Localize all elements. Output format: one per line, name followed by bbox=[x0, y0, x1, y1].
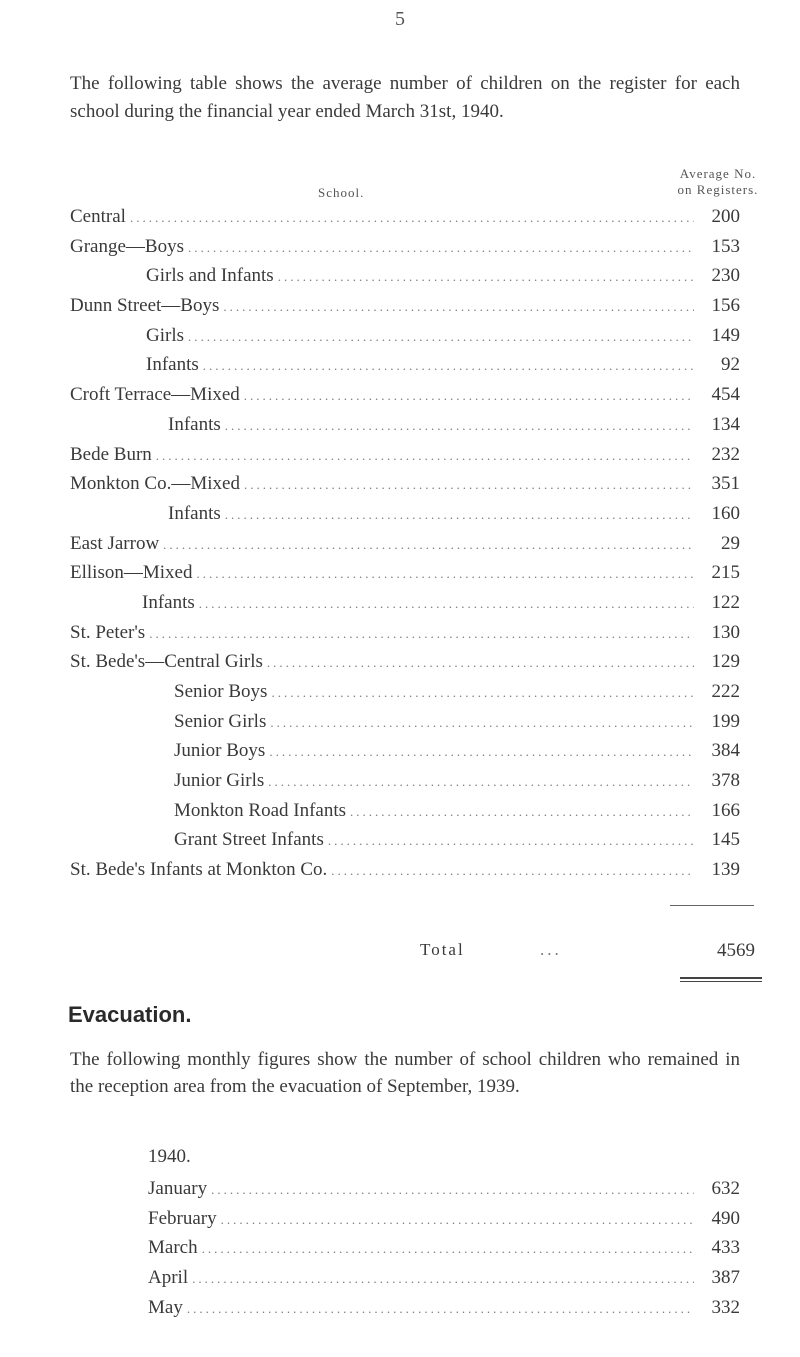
leader-dots bbox=[225, 411, 694, 441]
school-register-table bbox=[70, 202, 740, 885]
table-row bbox=[70, 825, 740, 855]
table-row bbox=[70, 410, 740, 440]
row-value: 156 bbox=[711, 295, 740, 317]
row-value: 351 bbox=[711, 473, 740, 495]
leader-dots bbox=[223, 292, 694, 322]
evacuation-year: 1940. bbox=[148, 1146, 191, 1167]
column-header-school: School. bbox=[318, 185, 365, 200]
intro-paragraph: The following table shows the average number of children on the register for each school during the financial year ended March 31st, 1940. bbox=[70, 73, 740, 122]
table-row bbox=[70, 766, 740, 796]
row-value: 222 bbox=[711, 681, 740, 702]
row-label: Infants bbox=[168, 413, 221, 435]
leader-dots bbox=[156, 441, 694, 471]
row-value: 92 bbox=[721, 354, 740, 376]
row-value: 384 bbox=[711, 740, 740, 762]
row-label: Junior Boys bbox=[174, 740, 266, 762]
row-label: East Jarrow bbox=[70, 532, 160, 554]
row-label: Monkton Road Infants bbox=[174, 799, 347, 821]
row-label: Infants bbox=[146, 354, 199, 376]
row-label: Infants bbox=[142, 591, 195, 613]
row-value: 166 bbox=[711, 799, 740, 821]
row-value: 200 bbox=[711, 206, 740, 227]
row-value: 160 bbox=[711, 502, 740, 524]
leader-dots bbox=[130, 203, 694, 233]
row-value: 130 bbox=[711, 621, 740, 643]
row-value: 145 bbox=[711, 829, 740, 851]
row-label: Central bbox=[70, 206, 126, 227]
row-value: 149 bbox=[711, 324, 740, 346]
column-header-average-line1: Average No. bbox=[679, 166, 757, 181]
leader-dots bbox=[188, 322, 694, 352]
evacuation-months-table bbox=[148, 1174, 740, 1322]
table-row bbox=[70, 796, 740, 826]
row-label: Grange—Boys bbox=[70, 235, 184, 257]
leader-dots bbox=[350, 797, 694, 827]
leader-dots bbox=[271, 678, 694, 708]
leader-dots bbox=[187, 1294, 694, 1324]
row-label: St. Peter's bbox=[70, 621, 146, 643]
leader-dots bbox=[203, 351, 694, 381]
table-row bbox=[70, 232, 740, 262]
table-row bbox=[70, 529, 740, 559]
row-value: 632 bbox=[711, 1178, 740, 1199]
row-label: April bbox=[148, 1267, 189, 1289]
table-row bbox=[70, 202, 740, 232]
row-label: St. Bede's Infants at Monkton Co. bbox=[70, 859, 328, 881]
row-label: St. Bede's—Central Girls bbox=[70, 651, 263, 673]
total-label: Total bbox=[420, 940, 465, 959]
row-label: Senior Boys bbox=[174, 681, 268, 702]
table-row bbox=[148, 1204, 740, 1234]
leader-dots bbox=[192, 1264, 694, 1294]
leader-dots bbox=[244, 470, 694, 500]
table-row bbox=[148, 1174, 740, 1204]
leader-dots bbox=[225, 500, 694, 530]
table-row bbox=[70, 380, 740, 410]
row-label: Infants bbox=[168, 502, 221, 524]
row-label: Ellison—Mixed bbox=[70, 562, 193, 584]
leader-dots bbox=[199, 589, 694, 619]
row-label: Senior Girls bbox=[174, 710, 267, 732]
leader-dots bbox=[331, 856, 694, 886]
leader-dots bbox=[244, 381, 694, 411]
column-header-average bbox=[674, 166, 762, 198]
row-label: February bbox=[148, 1207, 217, 1229]
leader-dots bbox=[267, 648, 694, 678]
row-label: January bbox=[148, 1178, 208, 1199]
total-dots: ... bbox=[540, 940, 562, 959]
row-label: March bbox=[148, 1237, 198, 1259]
leader-dots bbox=[149, 619, 694, 649]
row-value: 122 bbox=[711, 591, 740, 613]
leader-dots bbox=[188, 233, 694, 263]
table-row bbox=[70, 588, 740, 618]
total-value: 4569 bbox=[717, 940, 755, 961]
row-label: Grant Street Infants bbox=[174, 829, 324, 851]
column-header-average-line2: on Registers. bbox=[677, 182, 759, 197]
row-value: 29 bbox=[721, 532, 740, 554]
table-row bbox=[148, 1233, 740, 1263]
page-number: 5 bbox=[395, 8, 405, 30]
table-row bbox=[70, 677, 740, 707]
row-value: 490 bbox=[711, 1207, 740, 1229]
row-label: Girls and Infants bbox=[146, 265, 274, 287]
row-label: Croft Terrace—Mixed bbox=[70, 384, 240, 406]
row-value: 230 bbox=[711, 265, 740, 287]
table-row bbox=[148, 1263, 740, 1293]
evacuation-paragraph: The following monthly figures show the number of school children who remained in the reception area from the evacuation of September, 1939. bbox=[70, 1049, 740, 1097]
total-rule bbox=[670, 905, 754, 906]
row-label: Monkton Co.—Mixed bbox=[70, 473, 240, 495]
table-row bbox=[148, 1293, 740, 1323]
leader-dots bbox=[268, 767, 694, 797]
leader-dots bbox=[163, 530, 694, 560]
leader-dots bbox=[270, 708, 694, 738]
table-row bbox=[70, 855, 740, 885]
table-row bbox=[70, 321, 740, 351]
table-row bbox=[70, 736, 740, 766]
leader-dots bbox=[202, 1234, 694, 1264]
leader-dots bbox=[278, 262, 694, 292]
row-label: Girls bbox=[146, 324, 184, 346]
table-row bbox=[70, 707, 740, 737]
row-value: 134 bbox=[711, 413, 740, 435]
table-row bbox=[70, 261, 740, 291]
leader-dots bbox=[221, 1205, 694, 1235]
table-row bbox=[70, 291, 740, 321]
table-row bbox=[70, 469, 740, 499]
table-row bbox=[70, 618, 740, 648]
row-value: 454 bbox=[711, 384, 740, 406]
row-label: Bede Burn bbox=[70, 443, 152, 465]
leader-dots bbox=[328, 826, 694, 856]
row-value: 433 bbox=[711, 1237, 740, 1259]
row-value: 332 bbox=[711, 1296, 740, 1318]
row-label: Dunn Street—Boys bbox=[70, 295, 220, 317]
table-row bbox=[70, 440, 740, 470]
row-value: 139 bbox=[711, 859, 740, 881]
row-value: 232 bbox=[711, 443, 740, 465]
table-row bbox=[70, 558, 740, 588]
leader-dots bbox=[196, 559, 694, 589]
total-double-rule bbox=[680, 977, 762, 982]
table-row bbox=[70, 499, 740, 529]
row-label: May bbox=[148, 1296, 183, 1318]
row-label: Junior Girls bbox=[174, 770, 265, 792]
leader-dots bbox=[211, 1175, 694, 1205]
row-value: 387 bbox=[711, 1267, 740, 1289]
row-value: 129 bbox=[711, 651, 740, 673]
row-value: 153 bbox=[711, 235, 740, 257]
leader-dots bbox=[269, 737, 694, 767]
row-value: 215 bbox=[711, 562, 740, 584]
table-row bbox=[70, 350, 740, 380]
table-row bbox=[70, 647, 740, 677]
evacuation-heading: Evacuation. bbox=[68, 1002, 192, 1027]
row-value: 378 bbox=[711, 770, 740, 792]
row-value: 199 bbox=[711, 710, 740, 732]
